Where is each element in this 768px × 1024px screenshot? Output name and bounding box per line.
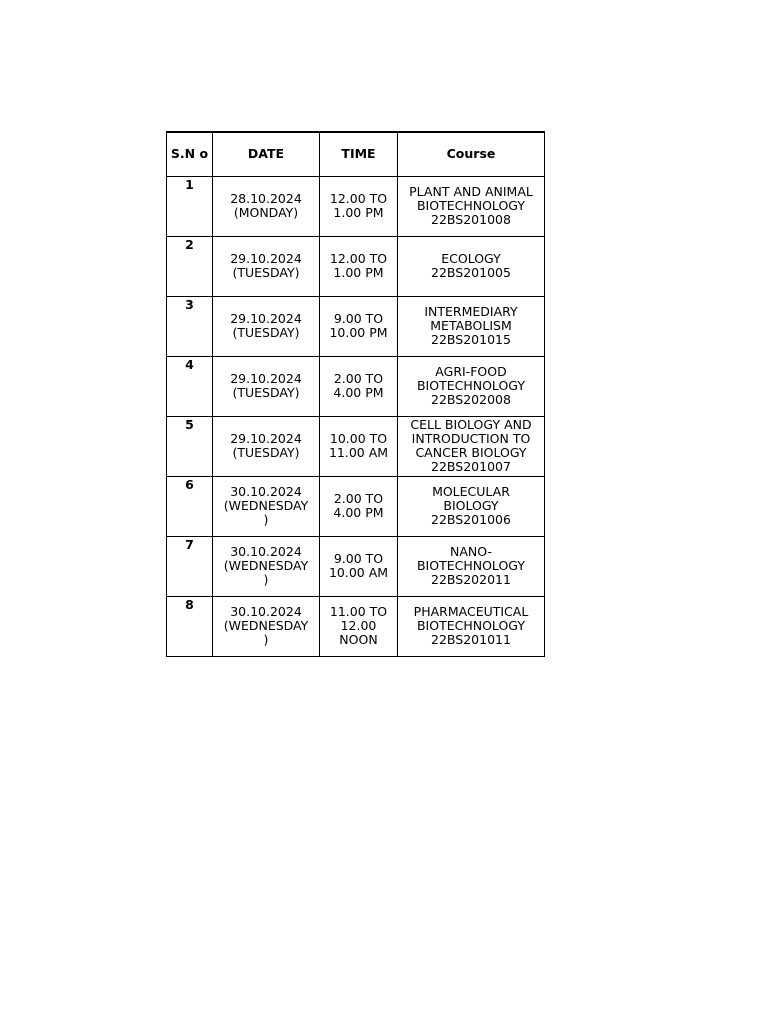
cell-time-line: 9.00 TO: [333, 311, 384, 326]
cell-date-line: (TUESDAY): [232, 385, 300, 400]
cell-time-line: 1.00 PM: [333, 265, 384, 280]
table-row: [167, 476, 545, 536]
cell-course-line: 22BS201015: [431, 332, 511, 347]
cell-date-line: 29.10.2024: [230, 311, 302, 326]
header-sno: [167, 132, 213, 176]
cell-date: [213, 416, 320, 476]
cell-date-line: (WEDNESDAY: [223, 498, 309, 513]
cell-date-line: 30.10.2024: [230, 544, 302, 559]
cell-course-line: INTERMEDIARY: [424, 304, 518, 319]
cell-time-line: 4.00 PM: [333, 385, 384, 400]
cell-course-line: INTRODUCTION TO: [411, 431, 531, 446]
cell-date: [213, 596, 320, 656]
cell-course-line: CELL BIOLOGY AND: [410, 417, 532, 432]
cell-sno: 2: [167, 236, 213, 296]
cell-date: [213, 476, 320, 536]
cell-time: [320, 356, 398, 416]
cell-course: [398, 536, 545, 596]
cell-course-line: PHARMACEUTICAL: [413, 604, 529, 619]
exam-schedule-table: [166, 131, 545, 657]
cell-date-line: (WEDNESDAY: [223, 618, 309, 633]
cell-sno: 8: [167, 596, 213, 656]
header-sno-label: S.N o: [170, 146, 209, 162]
cell-time-line: NOON: [339, 632, 378, 647]
cell-time-line: 11.00 AM: [328, 445, 389, 460]
table-row: [167, 356, 545, 416]
cell-date: [213, 356, 320, 416]
header-date: DATE: [213, 132, 320, 176]
cell-course: [398, 596, 545, 656]
cell-date-line: 29.10.2024: [230, 251, 302, 266]
cell-course-line: BIOTECHNOLOGY: [416, 618, 525, 633]
cell-time: [320, 236, 398, 296]
cell-course-line: METABOLISM: [430, 318, 512, 333]
cell-course: [398, 296, 545, 356]
cell-time-line: 10.00 AM: [328, 565, 389, 580]
cell-date: [213, 176, 320, 236]
cell-time: [320, 596, 398, 656]
cell-course: [398, 416, 545, 476]
table-body: [167, 176, 545, 656]
cell-course-line: 22BS201007: [431, 459, 511, 474]
cell-time: [320, 296, 398, 356]
cell-course-line: 22BS201005: [431, 265, 511, 280]
cell-course-line: 22BS201011: [431, 632, 511, 647]
cell-course-line: AGRI-FOOD: [435, 364, 507, 379]
cell-course-line: 22BS202011: [431, 572, 511, 587]
cell-course: [398, 476, 545, 536]
cell-date-line: 29.10.2024: [230, 431, 302, 446]
cell-course-line: 22BS202008: [431, 392, 511, 407]
cell-date-line: (MONDAY): [233, 205, 299, 220]
cell-time: [320, 176, 398, 236]
cell-date-line: (TUESDAY): [232, 445, 300, 460]
table-row: [167, 236, 545, 296]
cell-time-line: 10.00 PM: [329, 325, 388, 340]
cell-course-line: NANO-: [450, 544, 492, 559]
cell-course-line: 22BS201008: [431, 212, 511, 227]
cell-time-line: 2.00 TO: [333, 491, 384, 506]
cell-time-line: 11.00 TO: [329, 604, 388, 619]
cell-date: [213, 236, 320, 296]
cell-date-line: 28.10.2024: [230, 191, 302, 206]
cell-sno: 3: [167, 296, 213, 356]
cell-course-line: BIOLOGY: [443, 498, 499, 513]
cell-course-line: PLANT AND ANIMAL: [409, 184, 533, 199]
cell-course: [398, 356, 545, 416]
cell-date: [213, 296, 320, 356]
cell-date-line: 30.10.2024: [230, 604, 302, 619]
cell-date-line: (WEDNESDAY: [223, 558, 309, 573]
cell-time: [320, 416, 398, 476]
cell-date-line: ): [263, 632, 269, 647]
cell-course-line: BIOTECHNOLOGY: [416, 378, 525, 393]
cell-time-line: 12.00: [340, 618, 377, 633]
cell-date-line: ): [263, 512, 269, 527]
cell-sno: 4: [167, 356, 213, 416]
cell-time: [320, 536, 398, 596]
cell-date-line: (TUESDAY): [232, 325, 300, 340]
cell-course: [398, 236, 545, 296]
cell-sno: 1: [167, 176, 213, 236]
cell-time-line: 12.00 TO: [329, 251, 388, 266]
cell-time-line: 2.00 TO: [333, 371, 384, 386]
cell-date-line: (TUESDAY): [232, 265, 300, 280]
table-row: [167, 536, 545, 596]
cell-course: [398, 176, 545, 236]
cell-time-line: 9.00 TO: [333, 551, 384, 566]
cell-course-line: 22BS201006: [431, 512, 511, 527]
header-course: Course: [398, 132, 545, 176]
cell-sno: 5: [167, 416, 213, 476]
table-row: [167, 416, 545, 476]
table-row: [167, 596, 545, 656]
table-header-row: [167, 132, 545, 176]
cell-time-line: 10.00 TO: [329, 431, 388, 446]
cell-course-line: MOLECULAR: [432, 484, 510, 499]
cell-course-line: BIOTECHNOLOGY: [416, 558, 525, 573]
cell-course-line: ECOLOGY: [441, 251, 501, 266]
cell-date-line: 29.10.2024: [230, 371, 302, 386]
cell-sno: 6: [167, 476, 213, 536]
cell-time: [320, 476, 398, 536]
cell-sno: 7: [167, 536, 213, 596]
cell-date-line: 30.10.2024: [230, 484, 302, 499]
header-time: TIME: [320, 132, 398, 176]
table-row: [167, 176, 545, 236]
cell-time-line: 4.00 PM: [333, 505, 384, 520]
cell-time-line: 12.00 TO: [329, 191, 388, 206]
cell-date-line: ): [263, 572, 269, 587]
cell-time-line: 1.00 PM: [333, 205, 384, 220]
cell-course-line: CANCER BIOLOGY: [415, 445, 527, 460]
cell-date: [213, 536, 320, 596]
cell-course-line: BIOTECHNOLOGY: [416, 198, 525, 213]
table-row: [167, 296, 545, 356]
